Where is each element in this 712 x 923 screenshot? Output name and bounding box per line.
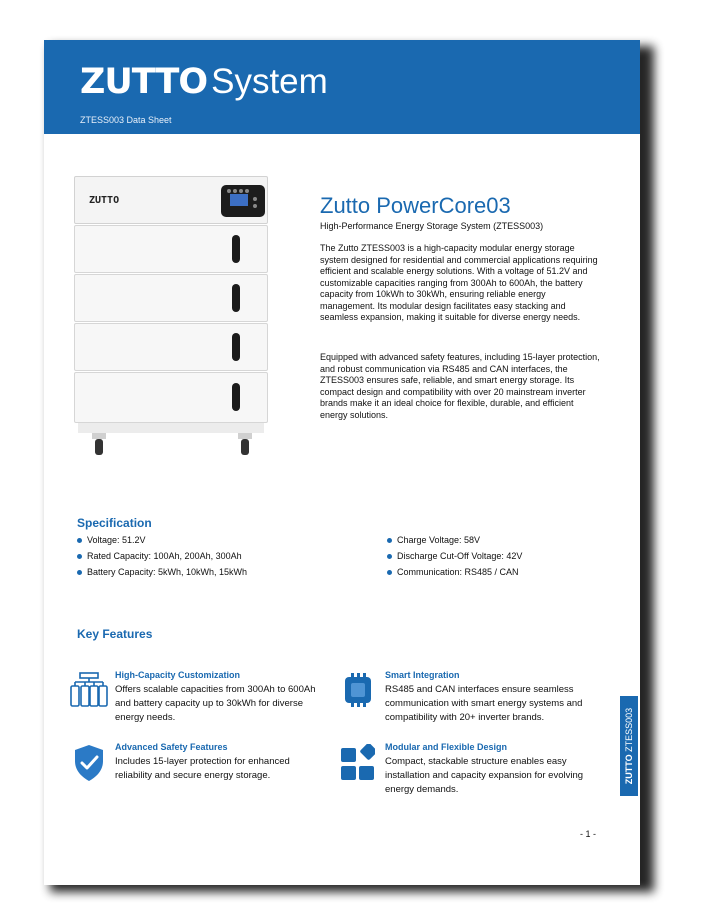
wheel-icon xyxy=(238,433,252,457)
battery-module xyxy=(74,372,268,423)
cabinet-brand-label: ZUTTO xyxy=(89,195,120,206)
feature-title: Smart Integration xyxy=(385,670,460,680)
key-features-heading: Key Features xyxy=(77,627,153,641)
sheet-subtitle: ZTESS003 Data Sheet xyxy=(80,115,172,125)
header-banner xyxy=(44,40,640,134)
product-title: Zutto PowerCore03 xyxy=(320,193,511,218)
feature-description: RS485 and CAN interfaces ensure seamless communication with smart energy systems and compatibility with 20+ inverter brands. xyxy=(385,684,583,723)
spec-item: Charge Voltage: 58V xyxy=(387,535,480,545)
brand-logo xyxy=(80,62,328,102)
shield-check-icon xyxy=(73,744,105,782)
feature-description: Offers scalable capacities from 300Ah to 600Ah and battery capacity up to 30kWh for diverse energy needs. xyxy=(115,684,316,723)
page-number: - 1 - xyxy=(580,829,597,839)
specification-heading: Specification xyxy=(77,516,152,530)
side-tab-model: ZTESS003 xyxy=(624,707,634,752)
chip-icon xyxy=(342,673,374,707)
wheel-icon xyxy=(92,433,106,457)
spec-item: Battery Capacity: 5kWh, 10kWh, 15kWh xyxy=(77,567,247,577)
product-subtitle: High-Performance Energy Storage System (ZTESS003) xyxy=(320,221,544,231)
display-screen-icon xyxy=(221,185,265,217)
side-tab-brand: ZUTTO xyxy=(624,754,634,785)
feature-title: Modular and Flexible Design xyxy=(385,742,508,752)
logo-brand: ZUTTO xyxy=(80,62,208,102)
logo-system: System xyxy=(211,62,328,101)
spec-item: Discharge Cut-Off Voltage: 42V xyxy=(387,551,522,561)
description-paragraph-1: The Zutto ZTESS003 is a high-capacity modular energy storage system designed for residential and commercial applications requiring efficient and scalable energy solutions. With a voltage of 51.2V and customizable capacities ranging from 300Ah to 600Ah, the battery capacity from 10kWh to 30kWh, ensuring reliable energy management. Its modular design facilitates easy stacking and seamless expansion, making it suitable for diverse energy needs. xyxy=(320,243,598,322)
side-tab xyxy=(620,696,638,796)
feature-title: Advanced Safety Features xyxy=(115,742,228,752)
control-module xyxy=(74,176,268,224)
battery-module xyxy=(74,225,268,273)
description-paragraph-2: Equipped with advanced safety features, including 15-layer protection, and robust communication via RS485 and CAN interfaces, the ZTESS003 ensures safe, reliable, and smart energy storage. Its compact design and compatibility with over 20 mainstream inverter brands make it an ideal choice for flexible, durable, and efficient energy solutions. xyxy=(320,352,600,420)
handle-icon xyxy=(232,333,240,361)
modular-stack-icon xyxy=(70,672,108,708)
data-sheet-page xyxy=(44,40,640,885)
cabinet-base xyxy=(78,423,264,433)
spec-item: Voltage: 51.2V xyxy=(77,535,146,545)
grid-blocks-icon xyxy=(341,744,375,782)
feature-title: High-Capacity Customization xyxy=(115,670,241,680)
battery-module xyxy=(74,274,268,322)
spec-item: Communication: RS485 / CAN xyxy=(387,567,519,577)
product-image xyxy=(74,176,268,460)
handle-icon xyxy=(232,284,240,312)
feature-description: Includes 15-layer protection for enhanced reliability and secure energy storage. xyxy=(115,756,290,781)
handle-icon xyxy=(232,235,240,263)
handle-icon xyxy=(232,383,240,411)
feature-description: Compact, stackable structure enables easy installation and capacity expansion for evolving energy demands. xyxy=(385,756,584,795)
spec-item: Rated Capacity: 100Ah, 200Ah, 300Ah xyxy=(77,551,242,561)
battery-module xyxy=(74,323,268,371)
